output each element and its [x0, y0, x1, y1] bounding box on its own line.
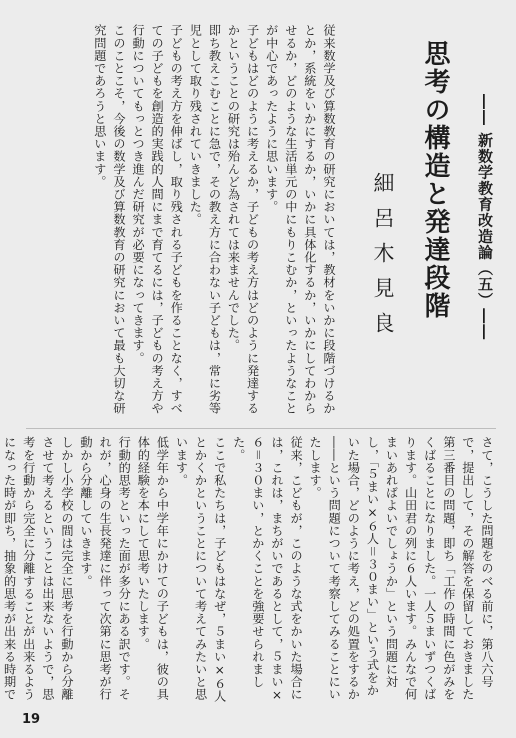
paragraph: このことこそ，今後の数学及び算数教育の研究において最も大切な研究問題であろうと思います。: [92, 24, 126, 415]
paragraph: しかし小学校の間は完全に思考を行動から分離させて考えるということは出来ないようで，思考を行動から完全に分離することが出来るようになった時が即ち，抽象的思考が出来る時期で: [2, 436, 74, 701]
paragraph: 子どもはどのように考えるか，子どもの考え方はどのように発達するかということの研究は殆んど為されては来ませんでした。: [226, 24, 260, 415]
paragraph: ここで私たちは，子どもはなぜ，５まい×６人とかくかということについて考えてみたいと思います。: [174, 436, 227, 703]
paragraph: 子どもの考え方を伸ばし，取り残される子どもを作ることなく，すべての子どもを創造的実践的人間にまで育てるには，子どもの考え方や行動についてもっとつき進んだ研究が必要になってきます。: [131, 24, 184, 415]
page-number: 19: [22, 712, 41, 727]
article-title: 思考の構造と発達段階: [420, 40, 450, 320]
article-subtitle: ―― 新数学教育改造論（五）――: [476, 94, 494, 341]
top-body-text: [92, 24, 338, 416]
paragraph: 低学年から中学年にかけての子どもは，彼の具体的経験を本にして思考いたします。: [136, 436, 170, 701]
paragraph: 即ち教えこむことに急で，その教え方に合わない子どもは，常に劣等児として取り残されていきました。: [188, 24, 222, 415]
article-author: 細呂木見良: [371, 172, 395, 347]
paragraph: さて，こうした問題をのべる前に，第八六号で，提出して，その解答を保留しておきました第三番目の問題，即ち「工作の時間に色がみをくばることになりました。一人５まいずつくばります。山田君の列に６人います。みんなで何まいあればよいでしょうか」という問題に対し，「５まい×６人＝３０まい」という式をかいた場合，どのように考え，どの処置をするか――という問題について考察してみることにいたします。: [308, 436, 494, 701]
paragraph: 従来数学及び算数教育の研究においては，教材をいかに段階づけるかとか，系統をいかにするか，いかに具体化するか，いかにしてわからせるか，どのような生活単元の中にもりこむか，といったようなことが中心であったように思います。: [264, 24, 336, 415]
paragraph: 行動的思考といった面が多分にある訳です。それが，心身の生長発達に伴って次第に思考が行動から分離していきます。: [79, 436, 132, 701]
paragraph: 従来，こどもが，このような式をかいた場合には，これは，まちがいであるとして，５まい×６＝３０まい，とかくことを強要せられました。: [231, 436, 304, 703]
bottom-body-text: [2, 436, 496, 708]
section-divider: [26, 428, 496, 429]
